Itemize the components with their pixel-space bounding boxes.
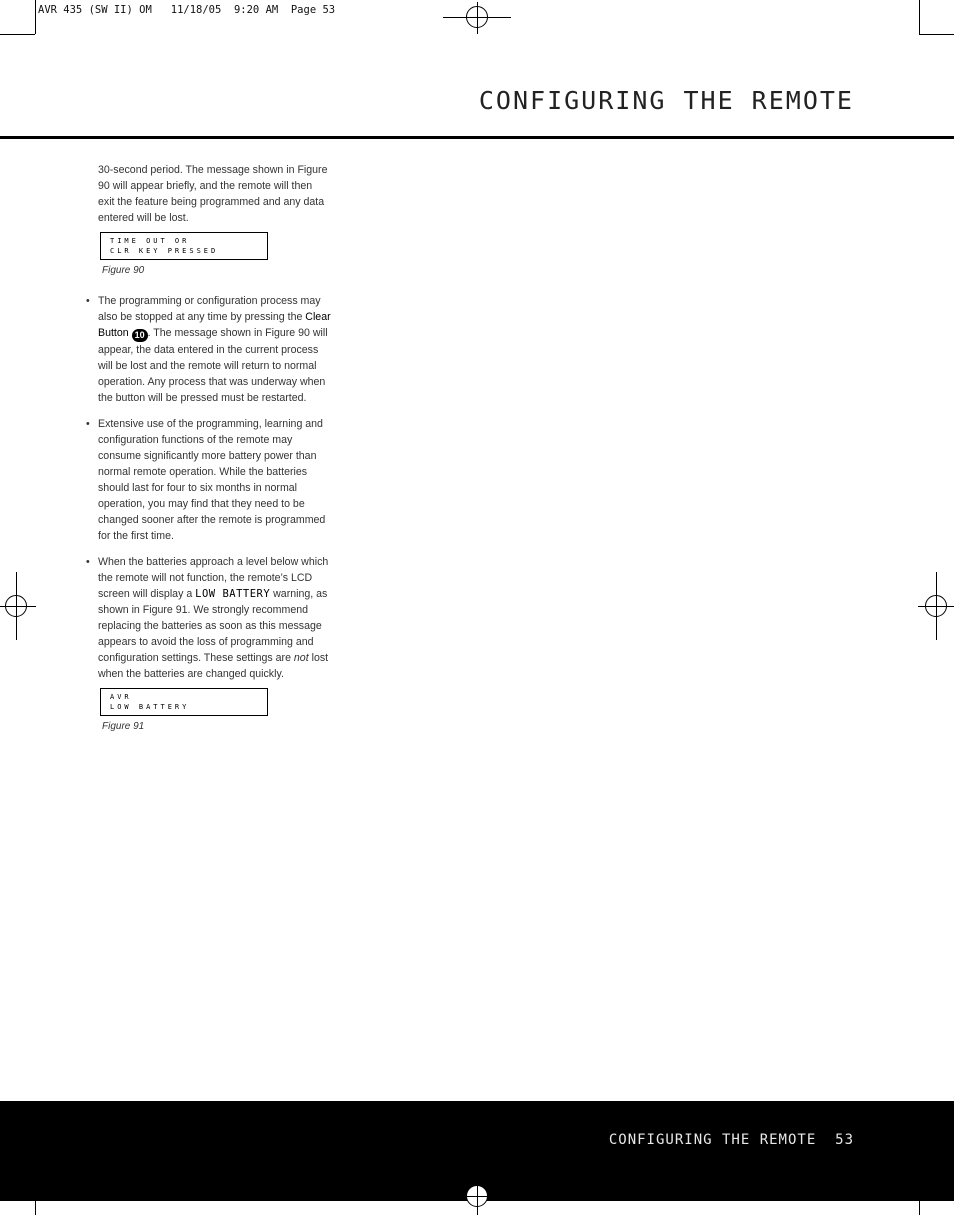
footer-section: CONFIGURING THE REMOTE <box>608 1132 817 1148</box>
lcd-line: CLR KEY PRESSED <box>110 247 219 255</box>
registration-mark <box>477 1185 478 1207</box>
lcd-display-figure-90 <box>100 232 268 260</box>
bullet-icon: • <box>86 295 90 307</box>
body-column <box>86 162 331 735</box>
registration-mark-icon <box>925 595 947 617</box>
printer-slug: AVR 435 (SW II) OM 11/18/05 9:20 AM Page 53 <box>38 4 336 16</box>
bullet-text: When the batteries approach a level below which the remote will not function, the remote’s LCD screen will display a <box>98 556 329 600</box>
bullet-text: warning, as shown in Figure 91. We strongly recommend replacing the batteries as soon as this message appears to avoid the loss of programming and configuration settings. These settings are <box>98 588 328 664</box>
registration-mark-icon <box>5 595 27 617</box>
bullet-text: Extensive use of the programming, learning and configuration functions of the remote may consume significantly more battery power than normal remote operation. While the batteries should last for four to six months in normal operation, you may find that they need to be changed sooner after the remote is programmed for the first time. <box>98 418 326 542</box>
bullet-item <box>86 554 331 682</box>
lcd-line: TIME OUT OR <box>110 237 190 245</box>
lcd-text: LOW BATTERY <box>195 588 271 600</box>
intro-paragraph: 30-second period. The message shown in Figure 90 will appear briefly, and the remote will then exit the feature being programmed and any data entered will be lost. <box>98 164 328 224</box>
crop-mark <box>919 34 954 35</box>
lcd-display-figure-91 <box>100 688 268 716</box>
lcd-line: LOW BATTERY <box>110 703 190 711</box>
crop-mark <box>35 0 36 34</box>
page-title: CONFIGURING THE REMOTE <box>478 86 854 115</box>
bullet-text: The programming or configuration process may also be stopped at any time by pressing the <box>98 295 321 323</box>
lcd-line: AVR <box>110 693 132 701</box>
emphasis: not <box>293 652 309 664</box>
footer-label <box>609 1132 854 1148</box>
bullet-text: . The message shown in Figure 90 will appear, the data entered in the current process will be lost and the remote will return to normal operation. Any process that was underway when the button will be pressed must be restarted. <box>98 327 328 404</box>
clear-button-label: Clear Button <box>98 311 331 339</box>
crop-mark <box>0 34 35 35</box>
figure-caption: Figure 91 <box>102 721 145 732</box>
page-number: 53 <box>835 1132 854 1148</box>
crop-mark <box>919 0 920 34</box>
number-badge-icon: 10 <box>132 329 148 342</box>
title-rule <box>0 136 954 139</box>
registration-mark-icon <box>466 6 488 28</box>
bullet-icon: • <box>86 418 90 430</box>
bullet-icon: • <box>86 556 90 568</box>
figure-caption: Figure 90 <box>102 265 145 276</box>
bullet-item <box>86 293 331 406</box>
bullet-item <box>86 416 331 544</box>
bullet-text: lost when the batteries are changed quickly. <box>98 652 329 680</box>
